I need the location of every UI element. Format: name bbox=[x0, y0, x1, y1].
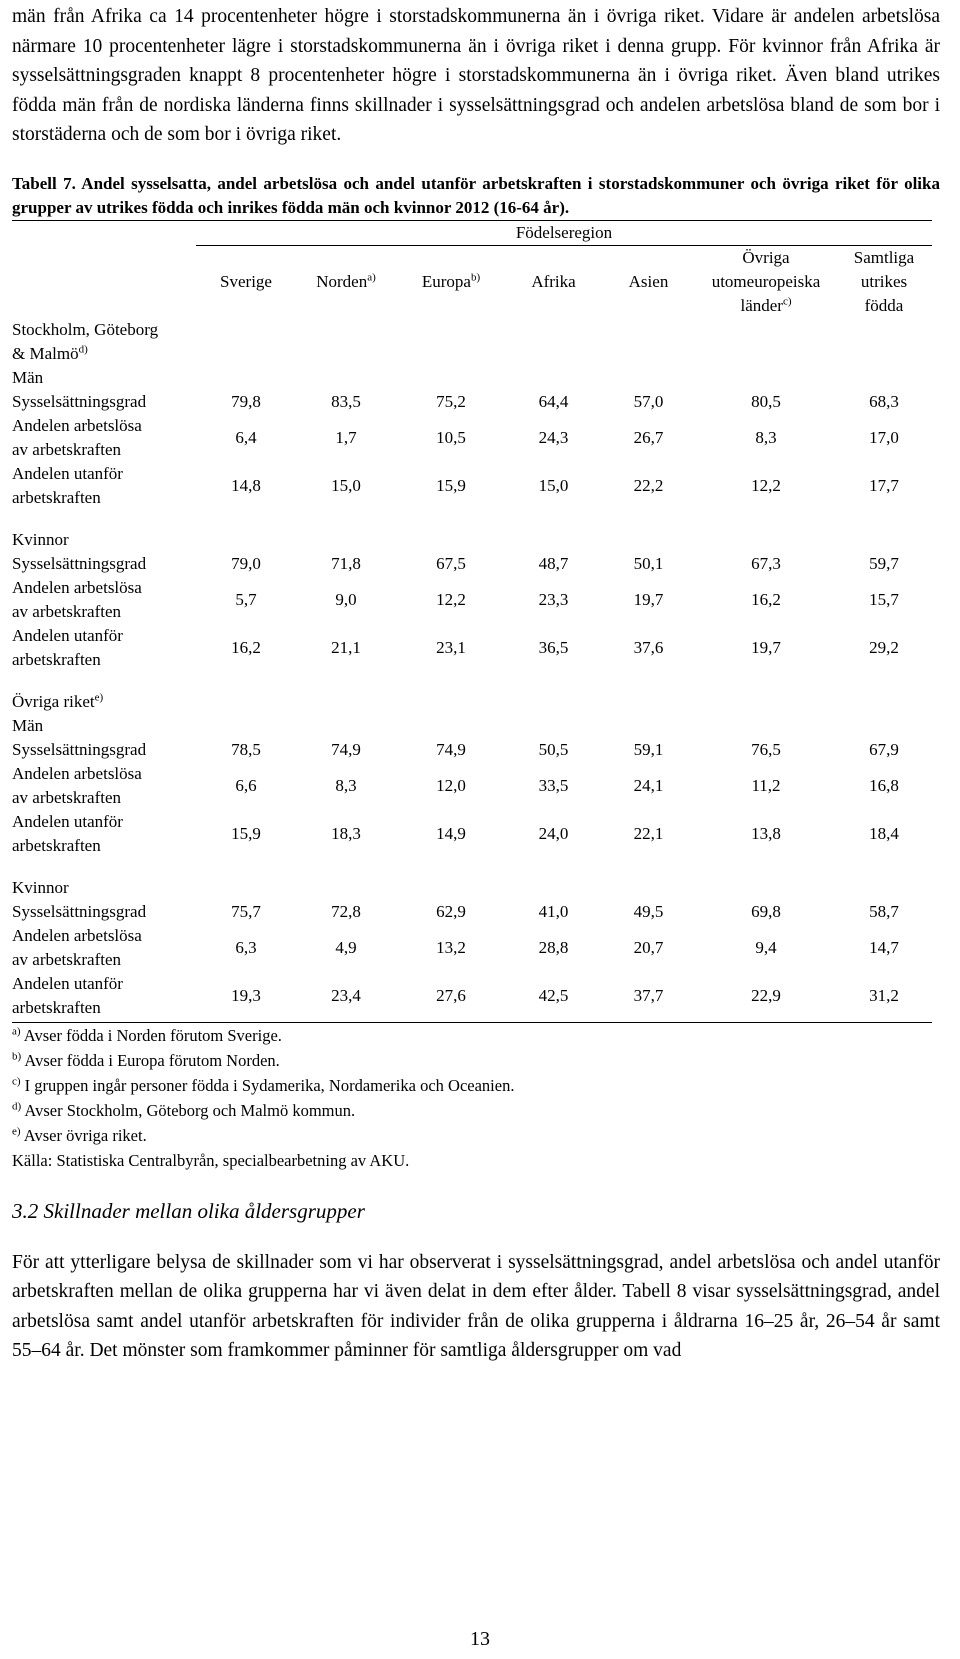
value-cell: 26,7 bbox=[633, 427, 664, 447]
value-cell: 75,2 bbox=[436, 391, 466, 411]
empty bbox=[12, 858, 932, 876]
value-cell: 15,9 bbox=[231, 823, 261, 843]
value-cell: 11,2 bbox=[751, 775, 781, 795]
col-afrika: Afrika bbox=[531, 271, 576, 291]
value-cell: 48,7 bbox=[538, 553, 569, 573]
value-cell: 59,1 bbox=[633, 739, 664, 759]
value-cell: 23,4 bbox=[331, 985, 361, 1005]
value-cell: 13,2 bbox=[436, 937, 466, 957]
row-label: Andelen arbetslösa av arbetskraften bbox=[12, 415, 142, 459]
value-cell: 14,7 bbox=[869, 937, 899, 957]
row-unemployed bbox=[12, 762, 932, 810]
value-cell: 13,8 bbox=[751, 823, 781, 843]
spacer-row bbox=[12, 672, 932, 690]
value-cell: 50,1 bbox=[633, 553, 664, 573]
value-cell: 36,5 bbox=[538, 637, 569, 657]
col-ovriga: Övriga utomeuropeiska länder$^{c)}$ bbox=[711, 247, 821, 315]
value-cell: 24,1 bbox=[633, 775, 664, 795]
row-unemployed bbox=[12, 924, 932, 972]
value-cell: 8,3 bbox=[335, 775, 357, 795]
value-cell: 9,4 bbox=[755, 937, 777, 957]
row-outside bbox=[12, 972, 932, 1020]
value-cell: 67,5 bbox=[436, 553, 466, 573]
value-cell: 80,5 bbox=[751, 391, 781, 411]
row-outside bbox=[12, 810, 932, 858]
value-cell: 50,5 bbox=[538, 739, 569, 759]
value-cell: 29,2 bbox=[869, 637, 899, 657]
empty bbox=[196, 528, 932, 552]
value-cell: 24,3 bbox=[538, 427, 569, 447]
value-cell: 15,0 bbox=[538, 475, 569, 495]
row-outside bbox=[12, 624, 932, 672]
row-label: Sysselsättningsgrad bbox=[12, 553, 147, 573]
value-cell: 8,3 bbox=[755, 427, 777, 447]
value-cell: 28,8 bbox=[538, 937, 569, 957]
value-cell: 41,0 bbox=[538, 901, 569, 921]
row-label: Andelen arbetslösa av arbetskraften bbox=[12, 577, 142, 621]
row-employment bbox=[12, 552, 932, 576]
row-label: Andelen utanför arbetskraften bbox=[12, 625, 123, 669]
empty bbox=[12, 510, 932, 528]
group-men bbox=[12, 714, 932, 738]
value-cell: 58,7 bbox=[869, 901, 899, 921]
header-row-group bbox=[12, 220, 932, 245]
col-samtliga: Samtliga utrikes födda bbox=[853, 247, 915, 315]
value-cell: 10,5 bbox=[436, 427, 466, 447]
value-cell: 14,8 bbox=[231, 475, 261, 495]
value-cell: 6,4 bbox=[235, 427, 257, 447]
empty bbox=[196, 714, 932, 738]
value-cell: 76,5 bbox=[751, 739, 781, 759]
value-cell: 22,9 bbox=[751, 985, 781, 1005]
value-cell: 15,0 bbox=[331, 475, 361, 495]
col-europa: Europa$^{b)}$ bbox=[421, 270, 481, 291]
value-cell: 24,0 bbox=[538, 823, 569, 843]
value-cell: 23,3 bbox=[538, 589, 569, 609]
row-label: Sysselsättningsgrad bbox=[12, 391, 147, 411]
row-unemployed bbox=[12, 414, 932, 462]
header-row-columns bbox=[12, 245, 932, 318]
row-outside bbox=[12, 462, 932, 510]
value-cell: 16,2 bbox=[751, 589, 781, 609]
col-asien: Asien bbox=[628, 271, 669, 291]
value-cell: 9,0 bbox=[335, 589, 357, 609]
footnote-b: $^{b)}$ Avser födda i Europa förutom Norden. bbox=[12, 1050, 280, 1070]
col-norden: Norden$^{a)}$ bbox=[316, 270, 376, 291]
empty bbox=[196, 876, 932, 900]
col-sverige: Sverige bbox=[220, 271, 272, 291]
value-cell: 20,7 bbox=[633, 937, 664, 957]
row-label: Andelen utanför arbetskraften bbox=[12, 973, 123, 1017]
row-label: Sysselsättningsgrad bbox=[12, 901, 147, 921]
row-employment bbox=[12, 738, 932, 762]
row-label: Män bbox=[12, 715, 44, 735]
value-cell: 6,6 bbox=[235, 775, 257, 795]
value-cell: 23,1 bbox=[436, 637, 466, 657]
value-cell: 68,3 bbox=[869, 391, 899, 411]
body-paragraph: För att ytterligare belysa de skillnader som vi har observerat i sysselsättningsgrad, andel arbetslösa och andel utanför arbetskraften mellan de olika grupperna har vi även delat in dem efter ålder. Tabell 8 visar sysselsättningsgrad, andel arbetslösa samt andel utanför arbetskraften för individer från de olika grupperna i åldrarna 16–25 år, 26–54 år samt 55–64 år. Det mönster som framkommer påminner för samtliga åldersgrupper om vad bbox=[12, 1251, 940, 1361]
table-caption: Tabell 7. Andel sysselsatta, andel arbetslösa och andel utanför arbetskraften i storstadskommuner och övriga riket för olika grupper av utrikes födda och inrikes födda män och kvinnor 2012 (16-64 år). bbox=[12, 173, 940, 217]
value-cell: 18,4 bbox=[869, 823, 899, 843]
value-cell: 74,9 bbox=[331, 739, 361, 759]
row-label: Andelen arbetslösa av arbetskraften bbox=[12, 763, 142, 807]
value-cell: 14,9 bbox=[436, 823, 466, 843]
table-7 bbox=[12, 220, 932, 1020]
value-cell: 75,7 bbox=[231, 901, 261, 921]
row-label: Sysselsättningsgrad bbox=[12, 739, 147, 759]
empty bbox=[196, 690, 932, 714]
value-cell: 83,5 bbox=[331, 391, 361, 411]
value-cell: 16,2 bbox=[231, 637, 261, 657]
value-cell: 62,9 bbox=[436, 901, 466, 921]
row-label: Män bbox=[12, 367, 44, 387]
value-cell: 1,7 bbox=[335, 427, 357, 447]
group-women bbox=[12, 876, 932, 900]
footnote-a: $^{a)}$ Avser födda i Norden förutom Sverige. bbox=[12, 1025, 282, 1045]
value-cell: 22,1 bbox=[633, 823, 664, 843]
value-cell: 67,3 bbox=[751, 553, 781, 573]
header-empty bbox=[12, 220, 196, 245]
footnote-d: $^{d)}$ Avser Stockholm, Göteborg och Malmö kommun. bbox=[12, 1100, 356, 1120]
value-cell: 78,5 bbox=[231, 739, 261, 759]
value-cell: 71,8 bbox=[331, 553, 361, 573]
value-cell: 37,6 bbox=[633, 637, 664, 657]
value-cell: 37,7 bbox=[633, 985, 664, 1005]
value-cell: 79,8 bbox=[231, 391, 261, 411]
value-cell: 15,7 bbox=[869, 589, 899, 609]
value-cell: 33,5 bbox=[538, 775, 569, 795]
value-cell: 6,3 bbox=[235, 937, 257, 957]
row-label: Andelen arbetslösa av arbetskraften bbox=[12, 925, 142, 969]
empty bbox=[12, 672, 932, 690]
row-label: Andelen utanför arbetskraften bbox=[12, 811, 123, 855]
value-cell: 64,4 bbox=[538, 391, 569, 411]
value-cell: 5,7 bbox=[235, 589, 257, 609]
spacer-row bbox=[12, 858, 932, 876]
value-cell: 49,5 bbox=[633, 901, 664, 921]
value-cell: 22,2 bbox=[633, 475, 664, 495]
value-cell: 19,7 bbox=[633, 589, 664, 609]
value-cell: 74,9 bbox=[436, 739, 466, 759]
row-unemployed bbox=[12, 576, 932, 624]
value-cell: 17,0 bbox=[869, 427, 899, 447]
footnotes bbox=[12, 1022, 932, 1173]
header-empty bbox=[12, 245, 196, 318]
value-cell: 12,0 bbox=[436, 775, 466, 795]
row-label: Kvinnor bbox=[12, 877, 69, 897]
value-cell: 27,6 bbox=[436, 985, 466, 1005]
row-label: Övriga riket$^{e)}$ bbox=[12, 690, 104, 711]
value-cell: 4,9 bbox=[335, 937, 357, 957]
document-page bbox=[12, 0, 940, 1366]
row-label: Stockholm, Göteborg & Malmö$^{d)}$ bbox=[12, 319, 159, 363]
group-women bbox=[12, 528, 932, 552]
value-cell: 18,3 bbox=[331, 823, 361, 843]
footnote-c: $^{c)}$ I gruppen ingår personer födda i Sydamerika, Nordamerika och Oceanien. bbox=[12, 1075, 515, 1095]
footnote-e: $^{e)}$ Avser övriga riket. bbox=[12, 1125, 147, 1145]
section-title: 3.2 Skillnader mellan olika åldersgrupper bbox=[12, 1198, 365, 1223]
page-number: 13 bbox=[470, 1628, 490, 1650]
spacer-row bbox=[12, 510, 932, 528]
row-label: Kvinnor bbox=[12, 529, 69, 549]
region-ovriga bbox=[12, 690, 932, 714]
value-cell: 72,8 bbox=[331, 901, 361, 921]
group-men bbox=[12, 366, 932, 390]
value-cell: 16,8 bbox=[869, 775, 899, 795]
value-cell: 57,0 bbox=[633, 391, 664, 411]
value-cell: 12,2 bbox=[751, 475, 781, 495]
value-cell: 67,9 bbox=[869, 739, 899, 759]
value-cell: 79,0 bbox=[231, 553, 261, 573]
value-cell: 69,8 bbox=[751, 901, 781, 921]
value-cell: 21,1 bbox=[331, 637, 361, 657]
row-label: Andelen utanför arbetskraften bbox=[12, 463, 123, 507]
row-employment bbox=[12, 900, 932, 924]
empty bbox=[196, 366, 932, 390]
value-cell: 15,9 bbox=[436, 475, 466, 495]
source-note: Källa: Statistiska Centralbyrån, specialbearbetning av AKU. bbox=[12, 1150, 410, 1170]
empty bbox=[196, 318, 932, 366]
value-cell: 31,2 bbox=[869, 985, 899, 1005]
value-cell: 19,3 bbox=[231, 985, 261, 1005]
row-employment bbox=[12, 390, 932, 414]
region-storstad bbox=[12, 318, 932, 366]
value-cell: 19,7 bbox=[751, 637, 781, 657]
value-cell: 17,7 bbox=[869, 475, 899, 495]
value-cell: 42,5 bbox=[538, 985, 569, 1005]
intro-paragraph: män från Afrika ca 14 procentenheter högre i storstadskommunerna än i övriga riket. Vidare är andelen arbetslösa närmare 10 procentenheter lägre i storstadskommunerna än i övriga riket i denna grupp. För kvinnor från Afrika är sysselsättningsgraden knappt 8 procentenheter högre i storstadskommunerna än i övriga riket. Även bland utrikes födda män från de nordiska länderna finns skillnader i sysselsättningsgrad och andelen arbetslösa bland de som bor i storstäderna och de som bor i övriga riket. bbox=[12, 6, 940, 145]
group-header: Födelseregion bbox=[196, 220, 932, 245]
value-cell: 12,2 bbox=[436, 589, 466, 609]
value-cell: 59,7 bbox=[869, 553, 899, 573]
